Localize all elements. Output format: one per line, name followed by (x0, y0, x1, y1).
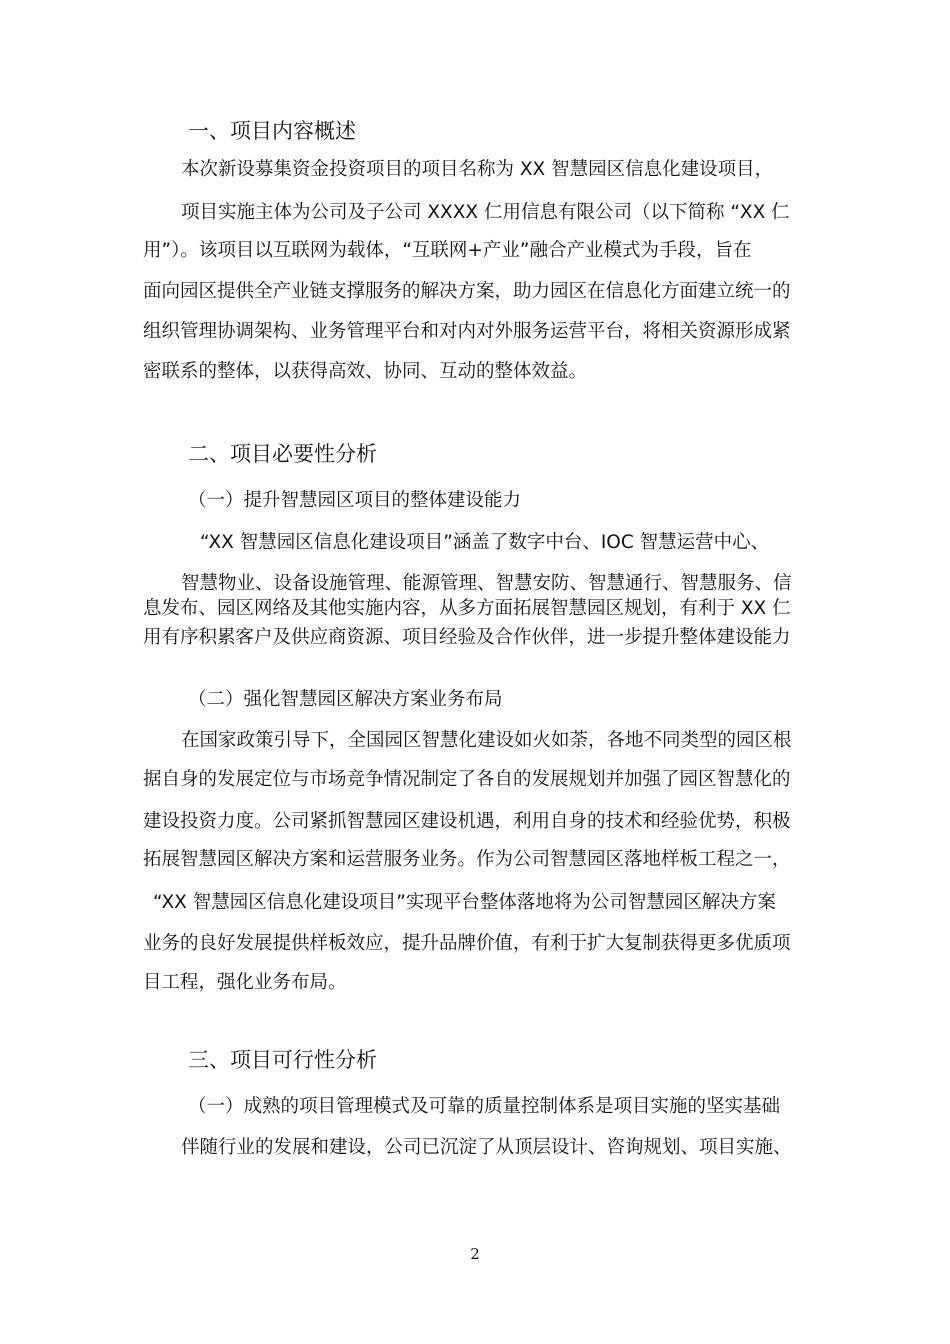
paragraph-line: 据自身的发展定位与市场竞争情况制定了各自的发展规划并加强了园区智慧化的 (143, 769, 791, 790)
paragraph-line: 智慧物业、设备设施管理、能源管理、智慧安防、智慧通行、智慧服务、信 (181, 573, 792, 594)
subsection-heading: （一）提升智慧园区项目的整体建设能力 (188, 490, 522, 511)
paragraph-line: “XX 智慧园区信息化建设项目”涵盖了数字中台、IOC 智慧运营中心、 (200, 532, 770, 553)
paragraph-line: 用”）。该项目以互联网为载体，“互联网+产业”融合产业模式为手段，旨在 (143, 240, 752, 261)
paragraph-line: 面向园区提供全产业链支撑服务的解决方案，助力园区在信息化方面建立统一的 (143, 281, 791, 302)
section-heading-feasibility: 三、项目可行性分析 (188, 1048, 377, 1072)
paragraph-line: 密联系的整体，以获得高效、协同、互动的整体效益。 (143, 361, 588, 382)
paragraph-line: 拓展智慧园区解决方案和运营服务业务。作为公司智慧园区落地样板工程之一， (143, 849, 791, 870)
paragraph-line: 建设投资力度。公司紧抓智慧园区建设机遇，利用自身的技术和经验优势，积极 (143, 811, 791, 832)
paragraph-line: 在国家政策引导下，全国园区智慧化建设如火如荼，各地不同类型的园区根 (181, 730, 792, 751)
paragraph-line: 伴随行业的发展和建设，公司已沉淀了从顶层设计、咨询规划、项目实施、 (181, 1137, 792, 1158)
section-heading-necessity: 二、项目必要性分析 (188, 442, 377, 466)
paragraph-line: 业务的良好发展提供样板效应，提升品牌价值，有利于扩大复制获得更多优质项 (143, 933, 791, 954)
paragraph-line: 用有序积累客户及供应商资源、项目经验及合作伙伴，进一步提升整体建设能力 (143, 627, 791, 648)
paragraph-line: 息发布、园区网络及其他实施内容，从多方面拓展智慧园区规划，有利于 XX 仁 (143, 598, 791, 619)
page-number: 2 (470, 1245, 480, 1263)
paragraph-line: “XX 智慧园区信息化建设项目”实现平台整体落地将为公司智慧园区解决方案 (153, 892, 776, 913)
paragraph-line: 本次新设募集资金投资项目的项目名称为 XX 智慧园区信息化建设项目， (181, 159, 774, 180)
subsection-heading: （二）强化智慧园区解决方案业务布局 (188, 689, 503, 710)
paragraph-line: 组织管理协调架构、业务管理平台和对内对外服务运营平台，将相关资源形成紧 (143, 321, 791, 342)
subsection-heading: （一）成熟的项目管理模式及可靠的质量控制体系是项目实施的坚实基础 (188, 1096, 781, 1117)
paragraph-line: 项目实施主体为公司及子公司 XXXX 仁用信息有限公司（以下简称 “XX 仁 (181, 202, 790, 223)
paragraph-line: 目工程，强化业务布局。 (143, 972, 347, 993)
section-heading-overview: 一、项目内容概述 (188, 119, 356, 143)
